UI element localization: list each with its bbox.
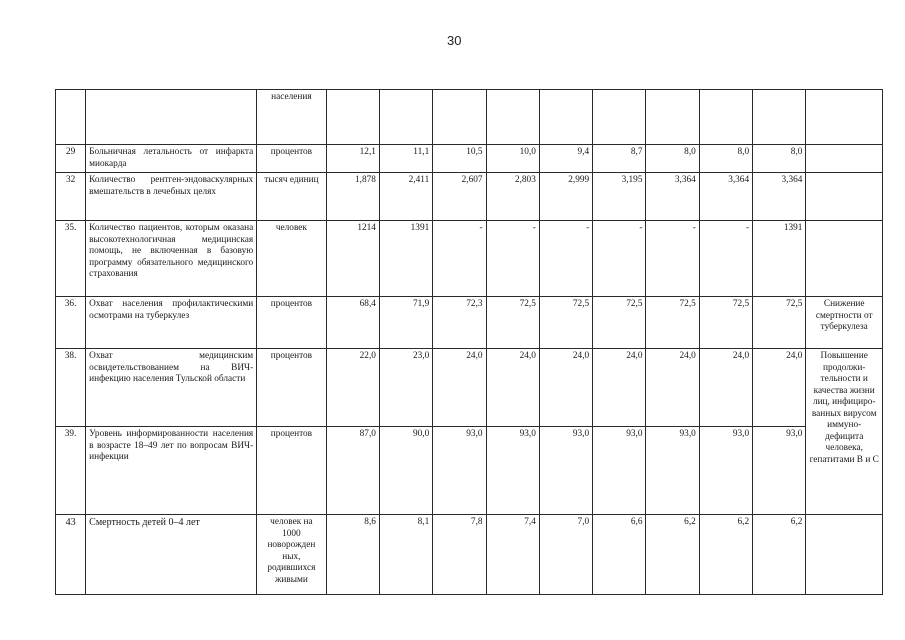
table-row bbox=[56, 221, 883, 297]
value-cell: 71,9 bbox=[379, 297, 432, 349]
value-cell: 3,364 bbox=[699, 173, 752, 221]
row-number: 29 bbox=[56, 145, 86, 173]
value-cell: 11,1 bbox=[379, 145, 432, 173]
indicator-name: Охват населения профилактическими осмотрами на туберкулез bbox=[86, 297, 257, 349]
indicator-name: Больничная летальность от инфаркта миокарда bbox=[86, 145, 257, 173]
value-cell: 72,5 bbox=[699, 297, 752, 349]
value-cell: 8,6 bbox=[326, 515, 379, 595]
value-cell: 1214 bbox=[326, 221, 379, 297]
value-cell: 68,4 bbox=[326, 297, 379, 349]
value-cell: 24,0 bbox=[433, 349, 486, 427]
value-cell bbox=[433, 90, 486, 145]
value-cell: 72,5 bbox=[486, 297, 539, 349]
value-cell: - bbox=[646, 221, 699, 297]
value-cell: 22,0 bbox=[326, 349, 379, 427]
value-cell: - bbox=[433, 221, 486, 297]
unit: человек на 1000 новорожден ных, родившихся живыми bbox=[257, 515, 326, 595]
value-cell: 93,0 bbox=[593, 427, 646, 515]
value-cell: 93,0 bbox=[646, 427, 699, 515]
indicator-name-cell bbox=[86, 90, 257, 145]
value-cell: 10,5 bbox=[433, 145, 486, 173]
note-cell bbox=[806, 90, 883, 145]
value-cell: 3,364 bbox=[753, 173, 806, 221]
value-cell: 2,999 bbox=[539, 173, 592, 221]
note-cell bbox=[806, 173, 883, 221]
value-cell: 10,0 bbox=[486, 145, 539, 173]
value-cell: - bbox=[486, 221, 539, 297]
value-cell: 93,0 bbox=[433, 427, 486, 515]
value-cell: 3,195 bbox=[593, 173, 646, 221]
value-cell: 8,1 bbox=[379, 515, 432, 595]
note-cell bbox=[806, 145, 883, 173]
table-row bbox=[56, 173, 883, 221]
indicator-name: Уровень информированности населения в возрасте 18–49 лет по вопросам ВИЧ-инфекции bbox=[86, 427, 257, 515]
value-cell: 8,0 bbox=[646, 145, 699, 173]
value-cell: 72,5 bbox=[646, 297, 699, 349]
unit: процентов bbox=[257, 349, 326, 427]
value-cell: 1391 bbox=[753, 221, 806, 297]
value-cell: 6,6 bbox=[593, 515, 646, 595]
value-cell: 24,0 bbox=[646, 349, 699, 427]
unit: процентов bbox=[257, 297, 326, 349]
value-cell: 93,0 bbox=[486, 427, 539, 515]
value-cell bbox=[753, 90, 806, 145]
table-row bbox=[56, 427, 883, 515]
value-cell: 1,878 bbox=[326, 173, 379, 221]
value-cell: 24,0 bbox=[593, 349, 646, 427]
value-cell: 6,2 bbox=[753, 515, 806, 595]
unit-cell: населения bbox=[257, 90, 326, 145]
value-cell bbox=[593, 90, 646, 145]
value-cell: 7,8 bbox=[433, 515, 486, 595]
value-cell: 72,5 bbox=[753, 297, 806, 349]
value-cell: - bbox=[699, 221, 752, 297]
unit: человек bbox=[257, 221, 326, 297]
value-cell: 3,364 bbox=[646, 173, 699, 221]
value-cell: 9,4 bbox=[539, 145, 592, 173]
value-cell: - bbox=[539, 221, 592, 297]
unit: процентов bbox=[257, 427, 326, 515]
value-cell: 93,0 bbox=[699, 427, 752, 515]
note-cell: Повышение продолжи-тельности и качества жизни лиц, инфициро-ванных вирусом иммуно-дефицита человека, гепатитами В и С bbox=[806, 349, 883, 515]
row-number: 43 bbox=[56, 515, 86, 595]
value-cell: 24,0 bbox=[699, 349, 752, 427]
table-row bbox=[56, 515, 883, 595]
value-cell: - bbox=[593, 221, 646, 297]
unit: тысяч единиц bbox=[257, 173, 326, 221]
value-cell bbox=[699, 90, 752, 145]
unit: процентов bbox=[257, 145, 326, 173]
value-cell: 1391 bbox=[379, 221, 432, 297]
table-row bbox=[56, 145, 883, 173]
value-cell: 6,2 bbox=[646, 515, 699, 595]
value-cell bbox=[486, 90, 539, 145]
value-cell: 8,7 bbox=[593, 145, 646, 173]
value-cell: 2,607 bbox=[433, 173, 486, 221]
value-cell bbox=[379, 90, 432, 145]
value-cell: 90,0 bbox=[379, 427, 432, 515]
note-cell bbox=[806, 515, 883, 595]
value-cell: 24,0 bbox=[486, 349, 539, 427]
value-cell bbox=[326, 90, 379, 145]
note-cell bbox=[806, 221, 883, 297]
value-cell: 7,0 bbox=[539, 515, 592, 595]
value-cell: 87,0 bbox=[326, 427, 379, 515]
indicator-name: Количество рентген-эндоваскулярных вмешательств в лечебных целях bbox=[86, 173, 257, 221]
value-cell: 72,5 bbox=[539, 297, 592, 349]
value-cell: 23,0 bbox=[379, 349, 432, 427]
value-cell: 72,3 bbox=[433, 297, 486, 349]
value-cell: 6,2 bbox=[699, 515, 752, 595]
indicator-name: Смертность детей 0–4 лет bbox=[86, 515, 257, 595]
value-cell: 72,5 bbox=[593, 297, 646, 349]
row-number: 36. bbox=[56, 297, 86, 349]
table-row bbox=[56, 297, 883, 349]
value-cell: 12,1 bbox=[326, 145, 379, 173]
indicator-table bbox=[55, 89, 883, 595]
row-number: 38. bbox=[56, 349, 86, 427]
value-cell bbox=[646, 90, 699, 145]
page-number: 30 bbox=[447, 33, 462, 48]
value-cell: 8,0 bbox=[753, 145, 806, 173]
value-cell bbox=[539, 90, 592, 145]
value-cell: 2,803 bbox=[486, 173, 539, 221]
table-row bbox=[56, 349, 883, 427]
row-number: 39. bbox=[56, 427, 86, 515]
value-cell: 7,4 bbox=[486, 515, 539, 595]
indicator-name: Количество пациентов, которым оказана высокотехнологичная медицинская помощь, не включенная в базовую программу обязательного медицинского страхования bbox=[86, 221, 257, 297]
value-cell: 24,0 bbox=[539, 349, 592, 427]
value-cell: 24,0 bbox=[753, 349, 806, 427]
value-cell: 93,0 bbox=[753, 427, 806, 515]
note-cell: Снижение смертности от туберкулеза bbox=[806, 297, 883, 349]
value-cell: 2,411 bbox=[379, 173, 432, 221]
indicator-name: Охват медицинским освидетельствованием на ВИЧ-инфекцию населения Тульской области bbox=[86, 349, 257, 427]
table-row bbox=[56, 90, 883, 145]
value-cell: 8,0 bbox=[699, 145, 752, 173]
row-number-cell bbox=[56, 90, 86, 145]
row-number: 32 bbox=[56, 173, 86, 221]
value-cell: 93,0 bbox=[539, 427, 592, 515]
row-number: 35. bbox=[56, 221, 86, 297]
